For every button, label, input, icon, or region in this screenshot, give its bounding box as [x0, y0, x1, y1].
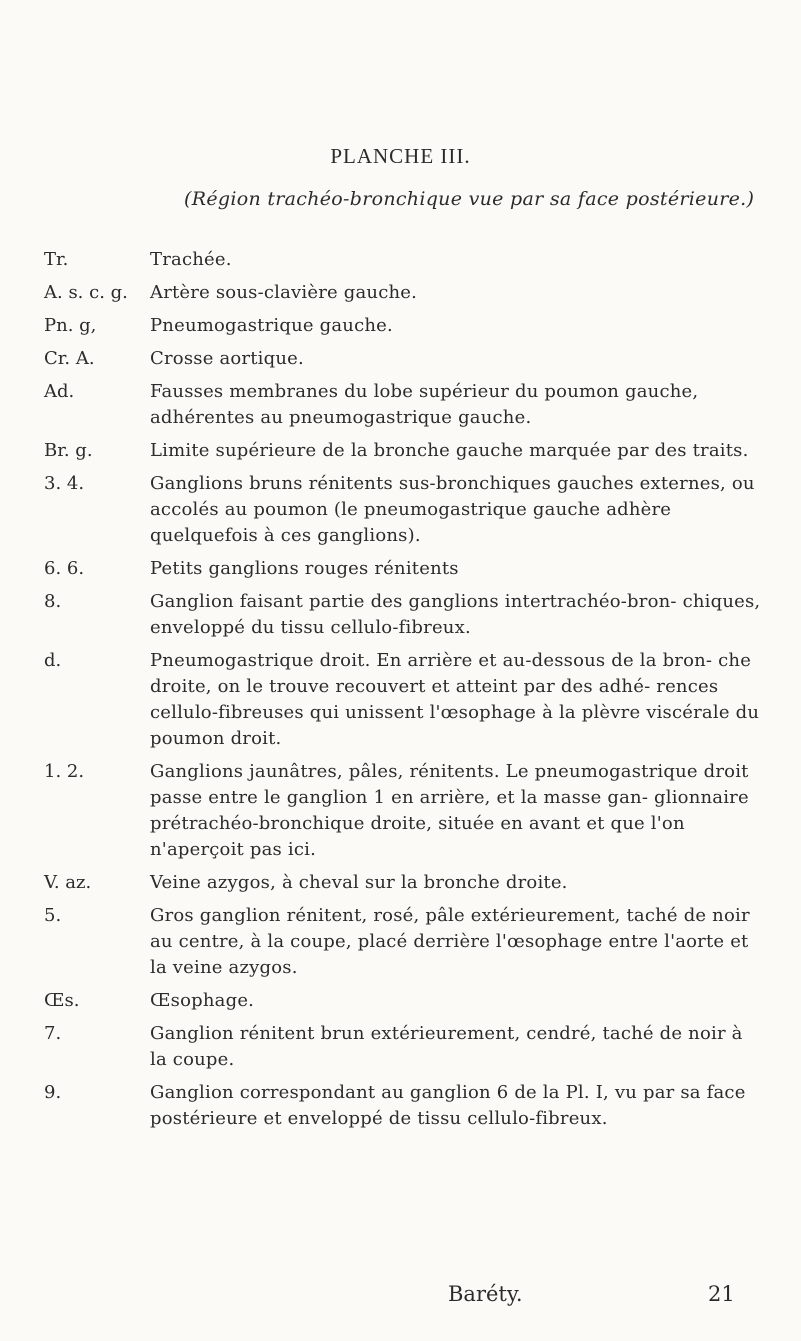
legend-entry [44, 759, 764, 863]
legend-entry [44, 648, 764, 752]
legend-entry [44, 988, 764, 1014]
entry-abbr: Tr. [44, 249, 69, 270]
entry-abbr: 7. [44, 1023, 62, 1044]
legend-entry [44, 438, 764, 464]
entry-abbr: Œs. [44, 990, 80, 1011]
legend-entry [44, 280, 764, 306]
page-number: 21 [708, 1282, 735, 1306]
entry-text: Petits ganglions rouges rénitents [150, 558, 459, 579]
entry-text: Pneumogastrique droit. En arrière et au-dessous de la bron- che droite, on le trouve recouvert et atteint par des adhé- rences cellulo-fibreuses qui unissent l'œsophage à la plèvre viscérale du poumon droit. [150, 650, 760, 749]
entry-abbr: Pn. g, [44, 315, 97, 336]
legend-entry [44, 313, 764, 339]
entry-abbr: Ad. [44, 381, 75, 402]
entry-text: Ganglion rénitent brun extérieurement, cendré, taché de noir à la coupe. [150, 1023, 743, 1070]
legend-entry [44, 589, 764, 641]
legend-entry [44, 1080, 764, 1132]
author-signature: Baréty. [448, 1282, 523, 1306]
entry-abbr: Cr. A. [44, 348, 95, 369]
entry-text: Ganglion correspondant au ganglion 6 de la Pl. I, vu par sa face postérieure et enveloppé de tissu cellulo-fibreux. [150, 1082, 746, 1129]
entry-abbr: 1. 2. [44, 761, 85, 782]
entry-abbr: Br. g. [44, 440, 93, 461]
legend-entry [44, 1021, 764, 1073]
legend-entry [44, 870, 764, 896]
entry-abbr: d. [44, 650, 62, 671]
legend-entry [44, 379, 764, 431]
entry-text: Gros ganglion rénitent, rosé, pâle extérieurement, taché de noir au centre, à la coupe, placé derrière l'œsophage entre l'aorte et la veine azygos. [150, 905, 750, 978]
plate-title: PLANCHE III. [330, 144, 471, 168]
entry-abbr: A. s. c. g. [44, 282, 128, 303]
entry-text: Pneumogastrique gauche. [150, 315, 393, 336]
legend-list [44, 247, 764, 1139]
legend-entry [44, 247, 764, 273]
entry-text: Ganglion faisant partie des ganglions intertrachéo-bron- chiques, enveloppé du tissu cellulo-fibreux. [150, 591, 761, 638]
legend-entry [44, 471, 764, 549]
entry-abbr: 5. [44, 905, 62, 926]
entry-text: Crosse aortique. [150, 348, 304, 369]
entry-abbr: 6. 6. [44, 558, 85, 579]
entry-abbr: 9. [44, 1082, 62, 1103]
entry-text: Ganglions jaunâtres, pâles, rénitents. Le pneumogastrique droit passe entre le ganglion 1 en arrière, et la masse gan- glionnaire prétrachéo-bronchique droite, située en avant et que l'on n'aperçoit pas ici. [150, 761, 749, 860]
entry-text: Limite supérieure de la bronche gauche marquée par des traits. [150, 440, 749, 461]
entry-text: Ganglions bruns rénitents sus-bronchiques gauches externes, ou accolés au poumon (le pneumogastrique gauche adhère quelquefois à ces ganglions). [150, 473, 755, 546]
legend-entry [44, 346, 764, 372]
entry-text: Veine azygos, à cheval sur la bronche droite. [150, 872, 568, 893]
entry-abbr: 3. 4. [44, 473, 85, 494]
entry-text: Œsophage. [150, 990, 255, 1011]
entry-text: Artère sous-clavière gauche. [150, 282, 418, 303]
entry-abbr: V. az. [44, 872, 92, 893]
entry-text: Trachée. [150, 249, 232, 270]
entry-abbr: 8. [44, 591, 62, 612]
plate-subtitle: (Région trachéo-bronchique vue par sa face postérieure.) [184, 188, 755, 210]
entry-text: Fausses membranes du lobe supérieur du poumon gauche, adhérentes au pneumogastrique gauche. [150, 381, 699, 428]
legend-entry [44, 556, 764, 582]
legend-entry [44, 903, 764, 981]
